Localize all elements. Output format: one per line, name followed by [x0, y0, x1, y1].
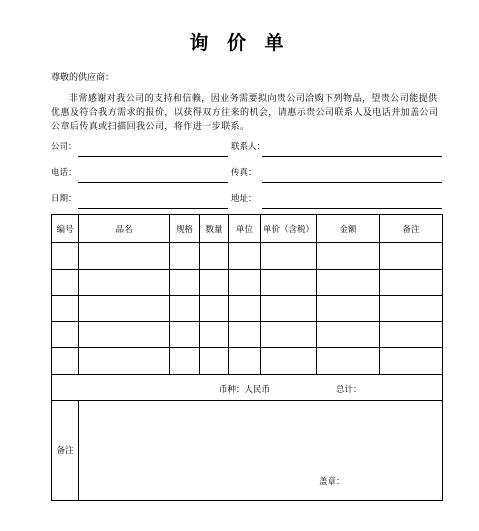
address-line — [262, 208, 442, 209]
table-cell[interactable] — [317, 295, 380, 321]
contact-line — [262, 156, 442, 157]
table-cell[interactable] — [170, 295, 200, 321]
table-cell[interactable] — [229, 269, 261, 295]
address-label: 地址： — [231, 194, 257, 204]
seal-label: 盖章： — [319, 476, 345, 487]
table-cell[interactable] — [380, 243, 443, 269]
table-cell[interactable] — [317, 269, 380, 295]
header-unit-price: 单价（含税） — [261, 215, 317, 243]
table-cell[interactable] — [79, 269, 170, 295]
header-id: 编号 — [52, 215, 79, 243]
greeting: 尊敬的供应商： — [51, 73, 115, 83]
header-amount: 金额 — [317, 215, 380, 243]
table-cell[interactable] — [380, 269, 443, 295]
table-cell[interactable] — [170, 269, 200, 295]
table-row — [52, 322, 443, 348]
fax-label: 传真： — [231, 168, 257, 178]
currency-label: 币种：人民币 — [219, 384, 271, 395]
table-row — [52, 295, 443, 321]
phone-line — [78, 182, 228, 183]
fax-line — [262, 182, 442, 183]
company-line — [78, 156, 228, 157]
total-label: 总计： — [336, 384, 362, 395]
table-cell[interactable] — [200, 322, 229, 348]
table-cell[interactable] — [229, 295, 261, 321]
table-cell[interactable] — [79, 295, 170, 321]
table-cell[interactable] — [261, 322, 317, 348]
table-cell[interactable] — [52, 269, 79, 295]
quote-table — [51, 214, 443, 501]
contact-label: 联系人： — [231, 142, 266, 152]
header-item-name: 品名 — [79, 215, 170, 243]
table-cell[interactable] — [317, 322, 380, 348]
table-cell[interactable] — [261, 243, 317, 269]
currency-total-cell — [52, 374, 443, 400]
table-cell[interactable] — [380, 348, 443, 374]
table-cell[interactable] — [200, 348, 229, 374]
table-cell[interactable] — [229, 348, 261, 374]
date-label: 日期： — [51, 194, 77, 204]
table-cell[interactable] — [229, 243, 261, 269]
document-title: 询 价 单 — [189, 32, 290, 54]
table-row — [52, 348, 443, 374]
table-cell[interactable] — [52, 243, 79, 269]
remark-body[interactable] — [79, 400, 443, 500]
table-row — [52, 243, 443, 269]
table-cell[interactable] — [79, 348, 170, 374]
table-cell[interactable] — [261, 269, 317, 295]
remark-row — [52, 400, 443, 500]
table-cell[interactable] — [317, 243, 380, 269]
header-unit: 单位 — [229, 215, 261, 243]
table-cell[interactable] — [317, 348, 380, 374]
table-cell[interactable] — [200, 269, 229, 295]
table-cell[interactable] — [79, 322, 170, 348]
table-header-row — [52, 215, 443, 243]
table-cell[interactable] — [380, 295, 443, 321]
phone-label: 电话： — [51, 168, 77, 178]
table-cell[interactable] — [380, 322, 443, 348]
table-cell[interactable] — [52, 322, 79, 348]
table-row — [52, 269, 443, 295]
table-cell[interactable] — [200, 243, 229, 269]
currency-total-row — [52, 374, 443, 400]
table-cell[interactable] — [52, 295, 79, 321]
table-cell[interactable] — [170, 348, 200, 374]
table-cell[interactable] — [229, 322, 261, 348]
header-spec: 规格 — [170, 215, 200, 243]
remark-label: 备注 — [52, 400, 79, 500]
table-cell[interactable] — [170, 243, 200, 269]
company-label: 公司： — [51, 142, 77, 152]
table-cell[interactable] — [79, 243, 170, 269]
table-cell[interactable] — [261, 348, 317, 374]
header-quantity: 数量 — [200, 215, 229, 243]
intro-paragraph: 非常感谢对我公司的支持和信赖，因业务需要拟向贵公司洽购下列物品，望贵公司能提供优惠及符合我方需求的报价，以获得双方往来的机会，请惠示贵公司联系人及电话并加盖公司公章后传真或扫描回我公司，将作进一步联系。 — [51, 94, 439, 132]
date-line — [78, 208, 228, 209]
table-cell[interactable] — [261, 295, 317, 321]
table-cell[interactable] — [200, 295, 229, 321]
table-cell[interactable] — [52, 348, 79, 374]
table-cell[interactable] — [170, 322, 200, 348]
header-remark: 备注 — [380, 215, 443, 243]
